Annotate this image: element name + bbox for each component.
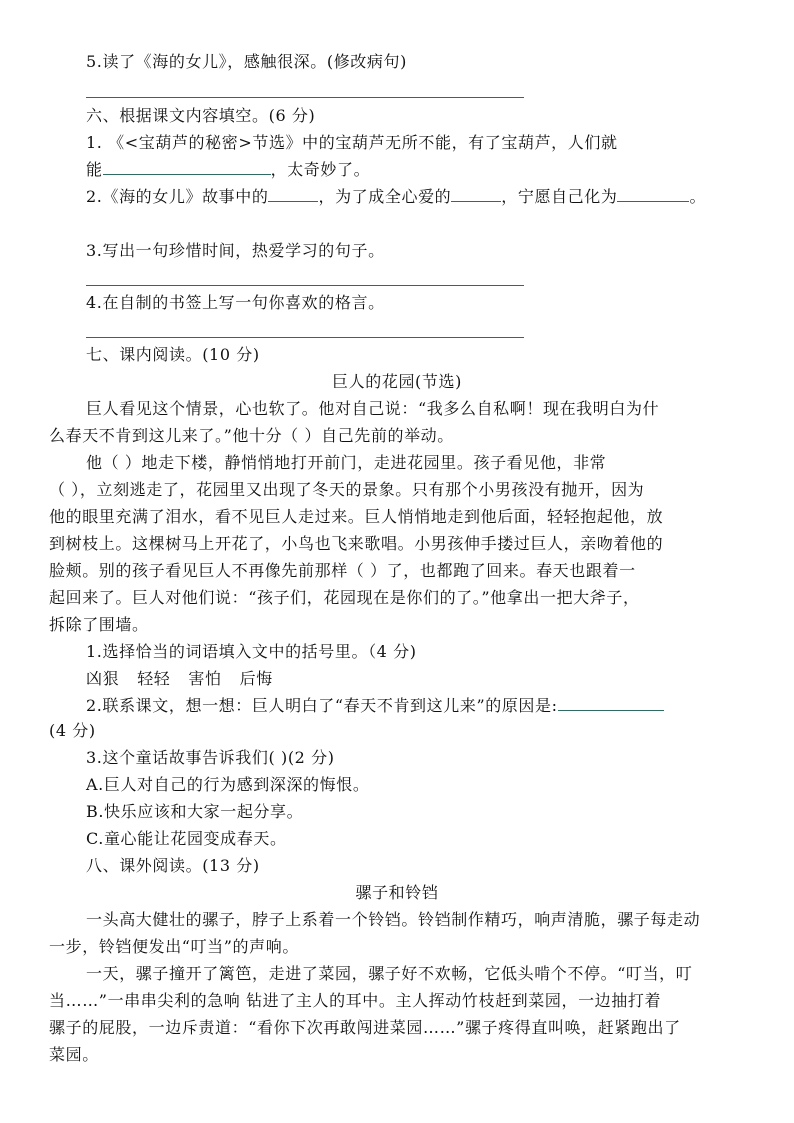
answer-line-sec6-q3[interactable] bbox=[86, 285, 524, 286]
sec7-q2-blank[interactable] bbox=[558, 696, 664, 711]
passage-title-mule-bell: 骡子和铃铛 bbox=[355, 883, 439, 902]
sec6-q1-blank[interactable] bbox=[103, 160, 271, 175]
giant-paragraph-1-line-1: 巨人看见这个情景，心也软了。他对自己说：“我多么自私啊！现在我明白为什 bbox=[86, 399, 660, 418]
mule-paragraph-2-line-4: 菜园。 bbox=[49, 1045, 99, 1064]
sec6-q1-text-end: ，太奇妙了。 bbox=[270, 160, 371, 179]
giant-paragraph-2-line-3: 他的眼里充满了泪水，看不见巨人走过来。巨人悄悄地走到他后面，轻轻抱起他，放 bbox=[49, 507, 664, 526]
word-option: 凶狠 bbox=[86, 669, 120, 688]
section-8-heading: 八、课外阅读。(13 分) bbox=[86, 856, 260, 875]
sec7-question-2-score: (4 分) bbox=[49, 721, 96, 740]
mule-paragraph-1-line-1: 一头高大健壮的骡子，脖子上系着一个铃铛。铃铛制作精巧，响声清脆，骡子每走动 bbox=[86, 910, 701, 929]
choice-a: A.巨人对自己的行为感到深深的悔恨。 bbox=[86, 775, 370, 794]
sec7-question-1: 1.选择恰当的词语填入文中的括号里。（4 分) bbox=[86, 642, 417, 661]
giant-paragraph-2-line-2: （ ），立刻逃走了，花园里又出现了冬天的景象。只有那个小男孩没有抛开，因为 bbox=[49, 480, 645, 499]
sec6-q2-text-4: 。 bbox=[689, 187, 707, 206]
choice-b: B.快乐应该和大家一起分享。 bbox=[86, 802, 304, 821]
mule-paragraph-2-line-2: 当……”一串串尖利的急响 钻进了主人的耳中。主人挥动竹枝赶到菜园，一边抽打着 bbox=[49, 991, 662, 1010]
passage-title-giant-garden: 巨人的花园(节选) bbox=[332, 372, 462, 391]
sec6-q2-blank-1[interactable] bbox=[268, 187, 318, 202]
sec6-question-1-line-2 bbox=[86, 159, 370, 181]
sec7-question-2 bbox=[86, 695, 664, 717]
sec6-question-3: 3.写出一句珍惜时间，热爱学习的句子。 bbox=[86, 241, 385, 260]
giant-paragraph-2-line-7: 拆除了围墙。 bbox=[49, 615, 149, 634]
giant-paragraph-2-line-4: 到树枝上。这棵树马上开花了，小鸟也飞来歌唱。小男孩伸手搂过巨人，亲吻着他的 bbox=[49, 534, 664, 553]
sec6-q2-blank-2[interactable] bbox=[451, 187, 501, 202]
word-option: 后悔 bbox=[239, 669, 273, 688]
answer-line-sec6-q4[interactable] bbox=[86, 337, 524, 338]
giant-paragraph-1-line-2: 么春天不肯到这儿来了。”他十分（ ）自己先前的举动。 bbox=[49, 426, 454, 445]
sec6-question-1-line-1: 1. 《<宝葫芦的秘密>节选》中的宝葫芦无所不能，有了宝葫芦，人们就 bbox=[86, 133, 618, 152]
sec6-q2-blank-3[interactable] bbox=[617, 187, 689, 202]
mule-paragraph-1-line-2: 一步，铃铛便发出“叮当”的声响。 bbox=[49, 937, 299, 956]
mule-paragraph-2-line-1: 一天，骡子撞开了篱笆，走进了菜园，骡子好不欢畅，它低头啃个不停。“叮当，叮 bbox=[86, 964, 693, 983]
giant-paragraph-2-line-5: 脸颊。别的孩子看见巨人不再像先前那样（ ）了，也都跑了回来。春天也跟着一 bbox=[49, 561, 636, 580]
sec6-question-2 bbox=[86, 186, 706, 208]
sec7-q2-text: 2.联系课文，想一想：巨人明白了“春天不肯到这儿来”的原因是: bbox=[86, 696, 558, 715]
sec6-q2-text-2: ，为了成全心爱的 bbox=[318, 187, 452, 206]
sec6-question-4: 4.在自制的书签上写一句你喜欢的格言。 bbox=[86, 293, 385, 312]
answer-line-q5[interactable] bbox=[86, 97, 524, 98]
section-7-heading: 七、课内阅读。(10 分) bbox=[86, 345, 260, 364]
word-options bbox=[86, 668, 291, 690]
section-6-heading: 六、根据课文内容填空。(6 分) bbox=[86, 106, 316, 125]
sec6-q2-text-3: ，宁愿自己化为 bbox=[501, 187, 618, 206]
sec6-q1-text-start: 能 bbox=[86, 160, 103, 179]
question-5-text: 5.读了《海的女儿》，感触很深。(修改病句) bbox=[86, 52, 407, 71]
giant-paragraph-2-line-6: 起回来了。巨人对他们说：“孩子们，花园现在是你们的了。”他拿出一把大斧子， bbox=[49, 588, 640, 607]
sec7-question-3: 3.这个童话故事告诉我们( )(2 分) bbox=[86, 748, 335, 767]
mule-paragraph-2-line-3: 骡子的屁股，一边斥责道：“看你下次再敢闯进菜园……”骡子疼得直叫唤，赶紧跑出了 bbox=[49, 1018, 681, 1037]
word-option: 害怕 bbox=[188, 669, 222, 688]
word-option: 轻轻 bbox=[137, 669, 171, 688]
choice-c: C.童心能让花园变成春天。 bbox=[86, 829, 287, 848]
giant-paragraph-2-line-1: 他（ ）地走下楼，静悄悄地打开前门，走进花园里。孩子看见他，非常 bbox=[86, 453, 607, 472]
sec6-q2-text-1: 2.《海的女儿》故事中的 bbox=[86, 187, 269, 206]
